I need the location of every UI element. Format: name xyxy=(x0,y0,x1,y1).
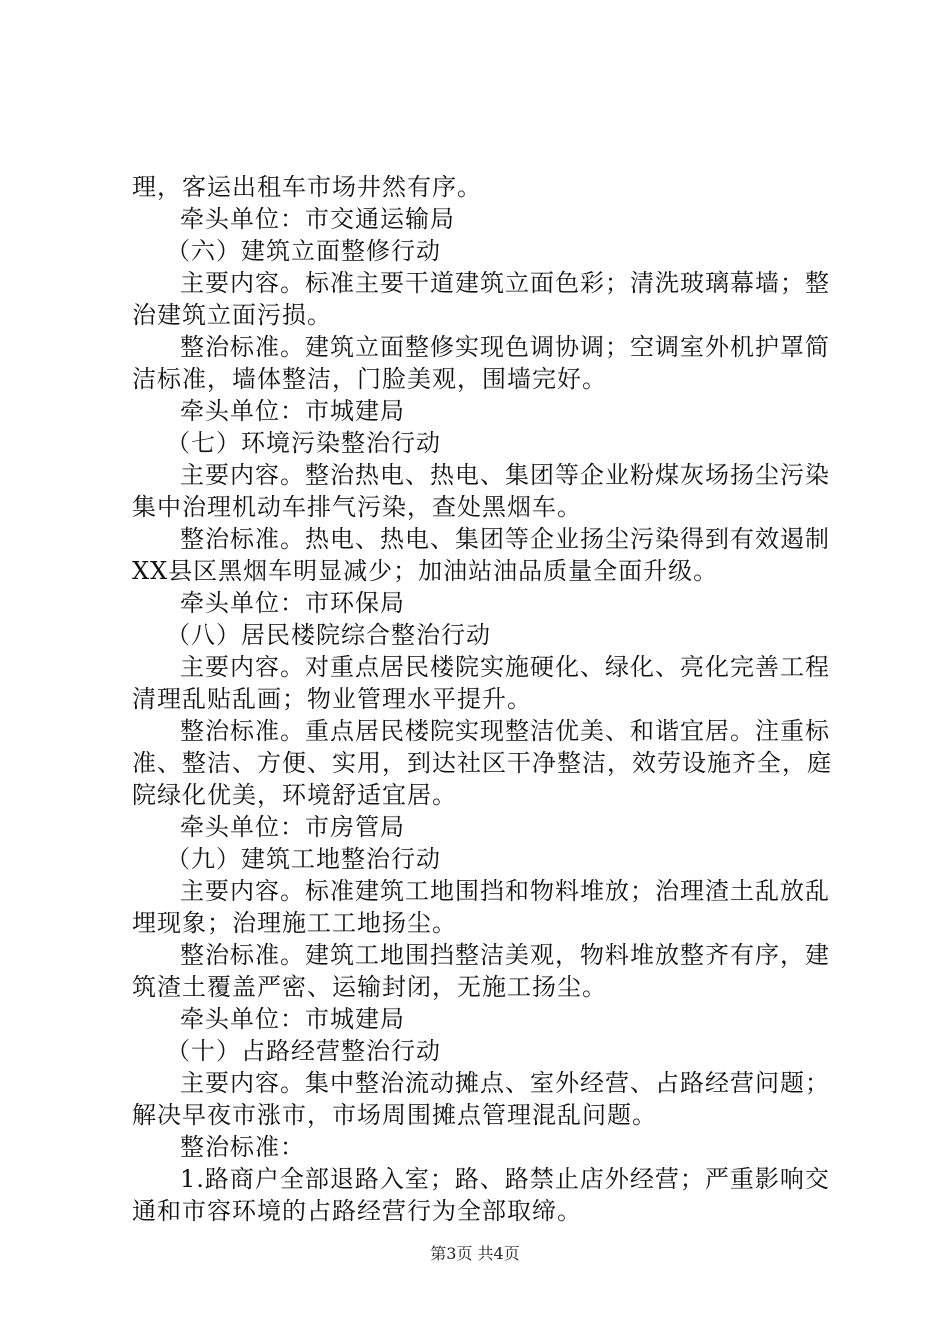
paragraph: 主要内容。标准建筑工地围挡和物料堆放；治理渣土乱放乱埋现象；治理施工工地扬尘。 xyxy=(132,877,830,937)
paragraph: 整治标准。建筑工地围挡整洁美观，物料堆放整齐有序，建筑渣土覆盖严密、运输封闭，无施工扬尘。 xyxy=(132,941,830,1001)
paragraph: 主要内容。标准主要干道建筑立面色彩；清洗玻璃幕墙；整治建筑立面污损。 xyxy=(132,269,830,329)
page-footer: 第3页 共4页 xyxy=(430,1244,520,1263)
paragraph: 主要内容。集中整治流动摊点、室外经营、占路经营问题；解决早夜市涨市，市场周围摊点管理混乱问题。 xyxy=(132,1069,830,1129)
paragraph: 主要内容。整治热电、热电、集团等企业粉煤灰场扬尘污染集中治理机动车排气污染，查处黑烟车。 xyxy=(132,461,830,521)
paragraph: 牵头单位：市房管局 xyxy=(180,813,405,841)
paragraph: 整治标准。建筑立面整修实现色调协调；空调室外机护罩简洁标准，墙体整洁，门脸美观，围墙完好。 xyxy=(132,333,830,393)
paragraph: 牵头单位：市交通运输局 xyxy=(180,205,455,233)
section-heading: （七）环境污染整治行动 xyxy=(166,429,441,457)
paragraph: 牵头单位：市城建局 xyxy=(180,397,405,425)
paragraph: 主要内容。对重点居民楼院实施硬化、绿化、亮化完善工程清理乱贴乱画；物业管理水平提升。 xyxy=(132,653,830,713)
paragraph: 牵头单位：市环保局 xyxy=(180,589,405,617)
section-heading: （八）居民楼院综合整治行动 xyxy=(166,621,491,649)
paragraph: 理，客运出租车市场井然有序。 xyxy=(132,173,482,201)
paragraph: 1.路商户全部退路入室；路、路禁止店外经营；严重影响交通和市容环境的占路经营行为全部取缔。 xyxy=(132,1165,830,1225)
paragraph: 整治标准： xyxy=(180,1133,305,1161)
section-heading: （十）占路经营整治行动 xyxy=(166,1037,441,1065)
document-body xyxy=(132,171,837,1227)
paragraph: 牵头单位：市城建局 xyxy=(180,1005,405,1033)
section-heading: （六）建筑立面整修行动 xyxy=(166,237,441,265)
section-heading: （九）建筑工地整治行动 xyxy=(166,845,441,873)
paragraph: 整治标准。重点居民楼院实现整洁优美、和谐宜居。注重标准、整洁、方便、实用，到达社区干净整洁，效劳设施齐全，庭院绿化优美，环境舒适宜居。 xyxy=(132,717,832,809)
paragraph: 整治标准。热电、热电、集团等企业扬尘污染得到有效遏制XX县区黑烟车明显减少；加油站油品质量全面升级。 xyxy=(132,525,830,585)
